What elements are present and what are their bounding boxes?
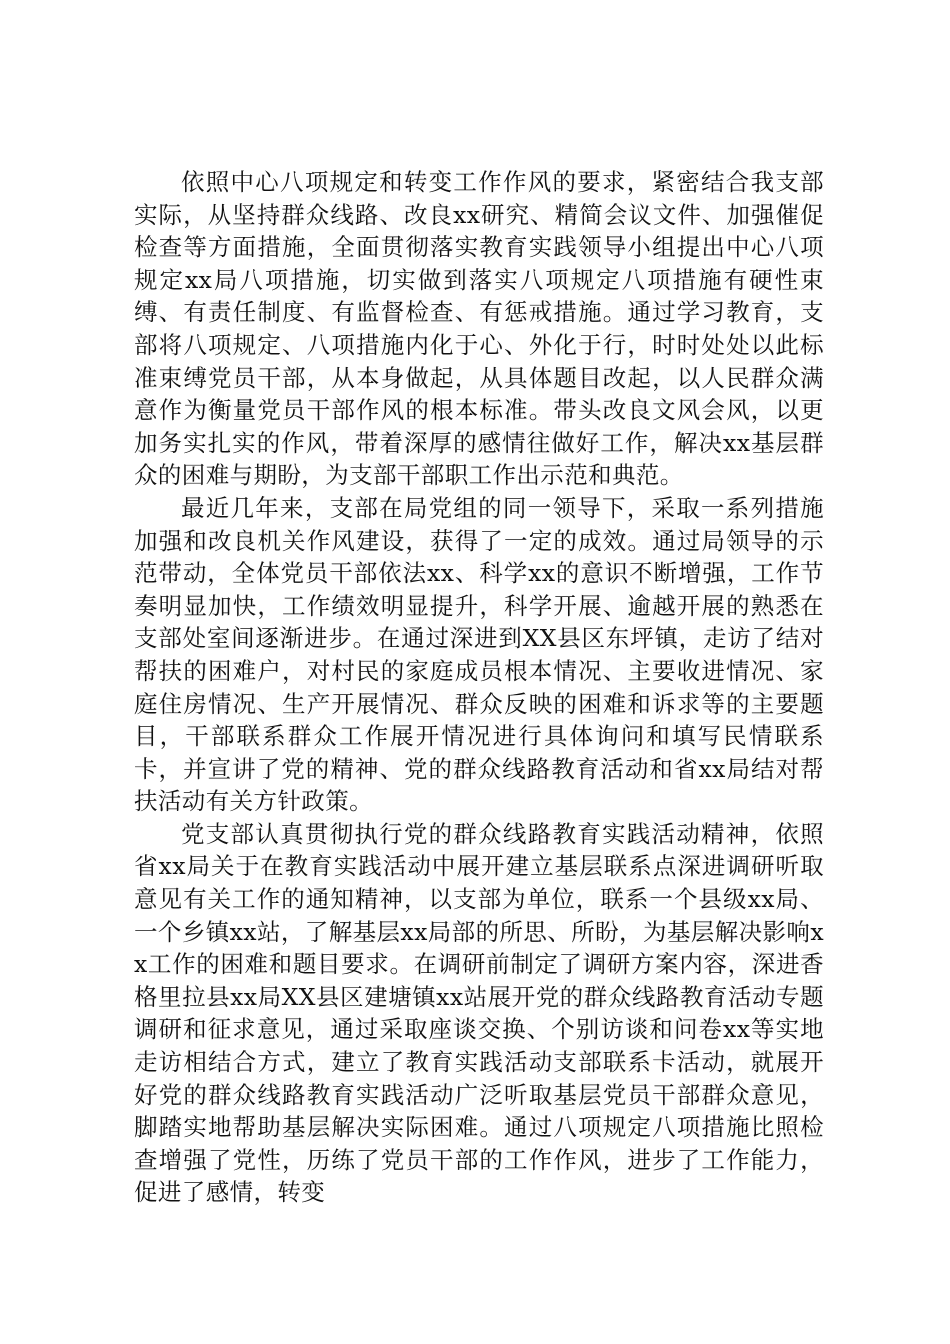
paragraph-1: 依照中心八项规定和转变工作作风的要求，紧密结合我支部实际，从坚持群众线路、改良xx研究、精简会议文件、加强催促检查等方面措施，全面贯彻落实教育实践领导小组提出中心八项规定xx局八项措施，切实做到落实八项规定八项措施有硬性束缚、有责任制度、有监督检查、有惩戒措施。通过学习教育，支部将八项规定、八项措施内化于心、外化于行，时时处处以此标准束缚党员干部，从本身做起，从具体题目改起，以人民群众满意作为衡量党员干部作风的根本标准。带头改良文风会风，以更加务实扎实的作风，带着深厚的感情往做好工作，解决xx基层群众的困难与期盼，为支部干部职工作出示范和典范。 (134, 168, 824, 490)
document-body (134, 166, 824, 1209)
paragraph-3: 党支部认真贯彻执行党的群众线路教育实践活动精神，依照省xx局关于在教育实践活动中展开建立基层联系点深进调研听取意见有关工作的通知精神，以支部为单位，联系一个县级xx局、一个乡镇xx站，了解基层xx局部的所思、所盼，为基层解决影响xx工作的困难和题目要求。在调研前制定了调研方案内容，深进香格里拉县xx局XX县区建塘镇xx站展开党的群众线路教育活动专题调研和征求意见，通过采取座谈交换、个别访谈和问卷xx等实地走访相结合方式，建立了教育实践活动支部联系卡活动，就展开好党的群众线路教育实践活动广泛听取基层党员干部群众意见，脚踏实地帮助基层解决实际困难。通过八项规定八项措施比照检查增强了党性，历练了党员干部的工作作风，进步了工作能力，促进了感情，转变 (134, 819, 824, 1207)
paragraph-2: 最近几年来，支部在局党组的同一领导下，采取一系列措施加强和改良机关作风建设，获得了一定的成效。通过局领导的示范带动，全体党员干部依法xx、科学xx的意识不断增强，工作节奏明显加快，工作绩效明显提升，科学开展、逾越开展的熟悉在支部处室间逐渐进步。在通过深进到XX县区东坪镇，走访了结对帮扶的困难户，对村民的家庭成员根本情况、主要收进情况、家庭住房情况、生产开展情况、群众反映的困难和诉求等的主要题目，干部联系群众工作展开情况进行具体询问和填写民情联系卡，并宣讲了党的精神、党的群众线路教育活动和省xx局结对帮扶活动有关方针政策。 (134, 493, 824, 816)
